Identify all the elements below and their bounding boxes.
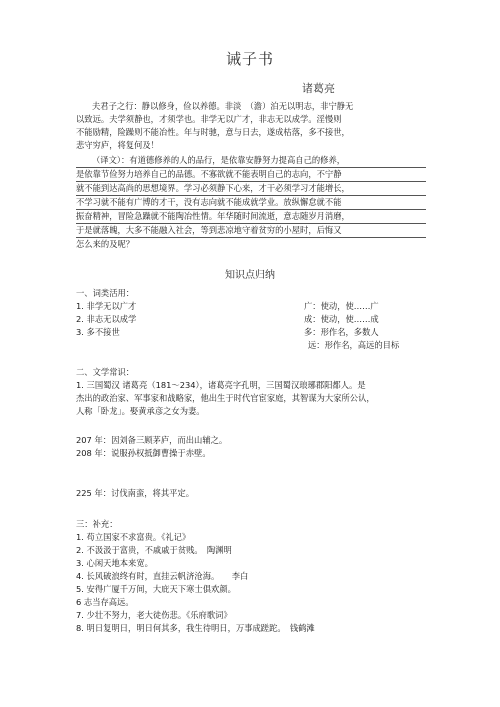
usage-note: 成：使动，使……成 <box>304 314 379 324</box>
list-item <box>76 339 426 352</box>
translation-line: 不学习就不能有广博的才干，没有志向就不能成就学业。放纵懈怠就不能 <box>76 196 426 210</box>
original-line: 以致远。夫学须静也，才须学也。非学无以广才，非志无以成学。淫慢则 <box>76 114 342 124</box>
usage-note: 远：形作名，高远的目标 <box>308 340 400 350</box>
original-text <box>76 100 426 152</box>
paragraph-line: 杰出的政治家、军事家和战略家，他出生于时代官宦家庭，其智谋为大家所公认， <box>76 393 375 403</box>
usage-example: 3. 多不接世 <box>76 327 120 337</box>
list-item: 7. 少壮不努力，老大徒伤悲。《乐府歌词》 <box>76 610 232 620</box>
list-item: 3. 心闲天地本来宽。 <box>76 558 153 568</box>
list-item <box>76 313 426 326</box>
translation-line: 就不能到达高尚的思想境界。学习必须静下心来，才干必须学习才能增长， <box>76 182 426 196</box>
event-item: 207 年：因刘备三顾茅庐，而出山辅之。 <box>76 435 228 445</box>
section-literature <box>76 366 426 418</box>
translation-line: 怎么来的及呢？ <box>76 239 135 249</box>
usage-example: 2. 非志无以成学 <box>76 314 137 324</box>
event-item: 208 年：说服孙权抵御曹操于赤壁。 <box>76 448 211 458</box>
list-item: 8. 明日复明日，明日何其多，我生待明日，万事成蹉跎。 钱鹤滩 <box>76 623 315 633</box>
usage-note: 多：形作名，多数人 <box>304 327 379 337</box>
original-line: 夫君子之行：静以修身，俭以养德。非淡 （澹）泊无以明志，非宁静无 <box>92 101 354 111</box>
list-item: 5. 安得广厦千万间，大庇天下寒士俱欢颜。 <box>76 584 236 594</box>
translation-line: 振奋精神，冒险急躁就不能陶冶性情。年华随时间流逝，意志随岁月消磨， <box>76 210 426 224</box>
original-line: 不能励精，险躁则不能冶性。年与时驰，意与日去，遂成枯落，多不接世， <box>76 127 350 137</box>
section-supplement <box>76 518 426 635</box>
paragraph-line: 人称「卧龙」。娶黄承彦之女为妻。 <box>76 406 205 416</box>
section-word-usage <box>76 287 426 352</box>
paragraph-line: 1. 三国蜀汉 诸葛亮（181～234），诸葛亮字孔明，三国蜀汉琅琊郡阳都人。是 <box>76 380 366 390</box>
section-heading: 二、文学常识： <box>76 367 135 377</box>
list-item: 1. 苟立国家不求富贵。《礼记》 <box>76 532 191 542</box>
list-item: 6 志当存高远。 <box>76 597 134 607</box>
section-heading: 三：补充： <box>76 519 118 529</box>
document-title: 诫子书 <box>225 50 274 68</box>
list-item: 2. 不汲汲于富贵，不戚戚于贫贱。 陶渊明 <box>76 545 232 555</box>
events-list <box>76 434 426 460</box>
translation-line: 是依靠节俭努力培养自己的品德。不寡欲就不能表明自己的志向，不宁静 <box>76 168 426 182</box>
summary-heading: 知识点归纳 <box>225 270 275 281</box>
list-item <box>76 300 426 313</box>
usage-example: 1. 非学无以广才 <box>76 301 137 311</box>
translation-text <box>76 154 426 251</box>
usage-note: 广：使动，使……广 <box>304 301 379 311</box>
translation-line: 于是就落魄，大多不能融入社会，等到悲凉地守着贫穷的小屋时，后悔又 <box>76 224 426 238</box>
author-name: 诸葛亮 <box>302 82 335 95</box>
section-heading: 一、词类活用： <box>76 288 135 298</box>
translation-line: （译文）：有道德修养的人的品行，是依靠安静努力提高自己的修养， <box>76 154 426 168</box>
list-item: 4. 长风破浪终有时，直挂云帆济沧海。 李白 <box>76 571 249 581</box>
original-line: 悲守穷庐，将复何及！ <box>76 140 159 150</box>
events-list-later <box>76 487 426 500</box>
event-item: 225 年：讨伐南蛮，将其平定。 <box>76 488 195 498</box>
list-item <box>76 326 426 339</box>
